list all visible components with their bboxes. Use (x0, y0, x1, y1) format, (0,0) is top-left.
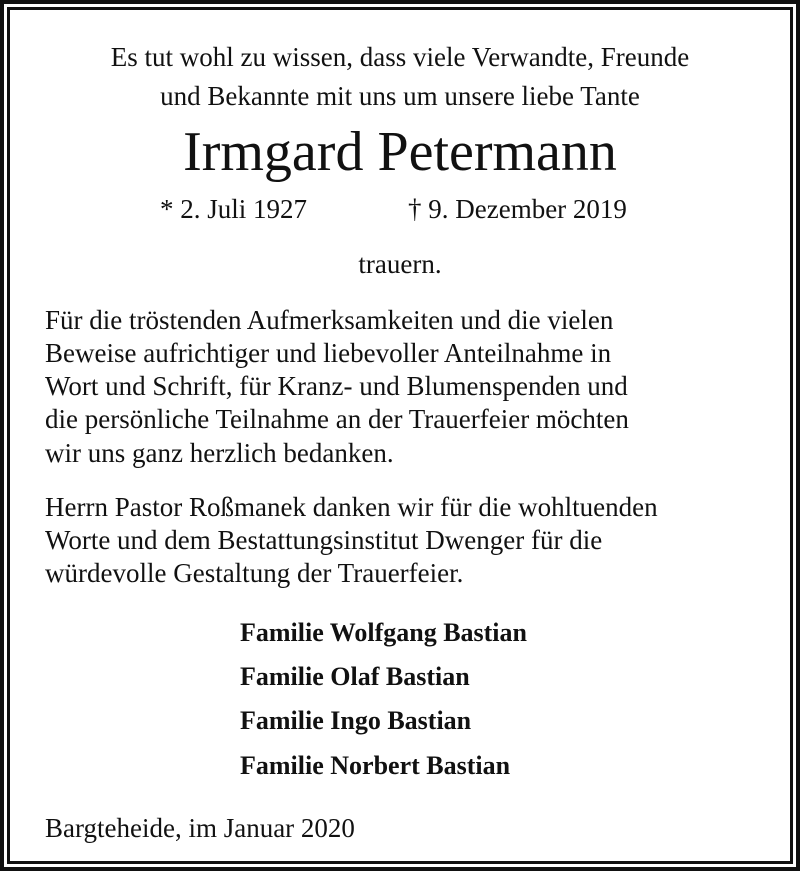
paragraph2-line: Herrn Pastor Roßmanek danken wir für die wohltuenden (45, 492, 658, 522)
paragraph2-line: Worte und dem Bestattungsinstitut Dwenger für die (45, 525, 603, 555)
intro-line: Es tut wohl zu wissen, dass viele Verwandte, Freunde (110, 42, 690, 72)
death-date: † 9. Dezember 2019 (408, 194, 627, 224)
paragraph1-line: Wort und Schrift, für Kranz- und Blumenspenden und (45, 371, 628, 401)
closing-place-date: Bargteheide, im Januar 2020 (45, 813, 355, 843)
paragraph1-line: Beweise aufrichtiger und liebevoller Anteilnahme in (45, 338, 612, 368)
deceased-name: Irmgard Petermann (183, 121, 617, 183)
paragraph1-line: die persönliche Teilnahme an der Trauerfeier möchten (45, 404, 629, 434)
paragraph1-line: wir uns ganz herzlich bedanken. (45, 438, 394, 468)
family-name: Familie Wolfgang Bastian (240, 618, 527, 647)
paragraph1-line: Für die tröstenden Aufmerksamkeiten und die vielen (45, 305, 614, 335)
family-name: Familie Norbert Bastian (240, 751, 511, 780)
paragraph2-line: würdevolle Gestaltung der Trauerfeier. (45, 558, 464, 588)
intro-line: und Bekannte mit uns um unsere liebe Tante (160, 81, 640, 111)
birth-date: * 2. Juli 1927 (160, 194, 308, 224)
family-name: Familie Olaf Bastian (240, 662, 470, 691)
family-name: Familie Ingo Bastian (240, 706, 472, 735)
mourn-text: trauern. (358, 249, 442, 279)
